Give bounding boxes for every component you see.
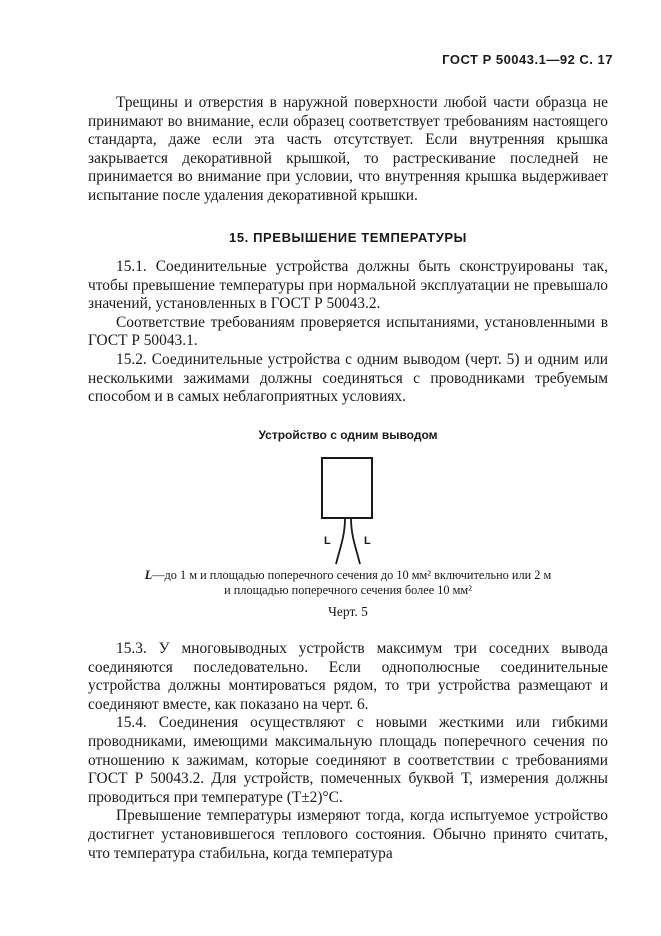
figure-title: Устройство с одним выводом <box>258 428 438 442</box>
figure-caption <box>70 568 626 598</box>
caption-line-1-text: —до 1 м и площадью поперечного сечения до 10 мм² включительно или 2 м <box>152 568 552 582</box>
paragraph-15-4: 15.4. Соединения осуществляют с новыми жесткими или гибкими проводниками, имеющими максимальную площадь поперечного сечения по отношению к зажимам, которые соединяют в соответствии с требованиями ГОСТ Р 50043.2. Для устройств, помеченных буквой Т, измерения должны проводиться при температуре (Т±2)°С. <box>88 714 608 806</box>
device-figure <box>312 456 384 566</box>
section-15-text <box>88 258 608 407</box>
paragraph-15-2: 15.2. Соединительные устройства с одним выводом (черт. 5) и одним или несколькими зажимами должны соединяться с проводниками требуемым способом и в самых неблагоприятных условиях. <box>88 350 608 406</box>
paragraph-temperature-measure: Превышение температуры измеряют тогда, когда испытуемое устройство достигнет установившегося теплового состояния. Обычно принято считать, что температура стабильна, когда температура <box>88 807 608 862</box>
caption-symbol: L <box>144 568 153 582</box>
figure-label: Черт. 5 <box>328 604 368 619</box>
figure-caption-line-2: и площадью поперечного сечения более 10 мм² <box>224 583 472 597</box>
tail-text <box>88 640 608 863</box>
intro-paragraph: Трещины и отверстия в наружной поверхности любой части образца не принимают во внимание, если образец соответствует требованиям настоящего стандарта, даже если эта часть отсутствует. Если внутренняя крышка закрывается декоративной крышкой, то растрескивание последней не принимается во внимание при условии, что внутренняя крышка выдерживает испытание после удаления декоративной крышки. <box>88 94 608 204</box>
lead-right <box>351 518 360 564</box>
page-header: ГОСТ Р 50043.1—92 С. 17 <box>442 52 613 67</box>
figure-caption-line-1 <box>70 568 626 583</box>
lead-label-left: L <box>324 535 331 547</box>
device-diagram <box>312 456 384 566</box>
paragraph-15-3: 15.3. У многовыводных устройств максимум три соседних вывода соединяются последовательно. Если однополюсные соединительные устройства должны монтироваться рядом, то три устройства размещают и соединяют вместе, как показано на черт. 6. <box>88 640 608 713</box>
lead-left <box>336 518 345 564</box>
intro-text <box>88 94 608 206</box>
paragraph-15-1-compliance: Соответствие требованиям проверяется испытаниями, установленными в ГОСТ Р 50043.1. <box>88 313 608 350</box>
section-title: 15. ПРЕВЫШЕНИЕ ТЕМПЕРАТУРЫ <box>229 230 467 245</box>
device-body <box>322 458 372 518</box>
paragraph-15-1: 15.1. Соединительные устройства должны быть сконструированы так, чтобы превышение температуры при нормальной эксплуатации не превышало значений, установленных в ГОСТ Р 50043.2. <box>88 258 608 313</box>
lead-label-right: L <box>364 535 371 547</box>
